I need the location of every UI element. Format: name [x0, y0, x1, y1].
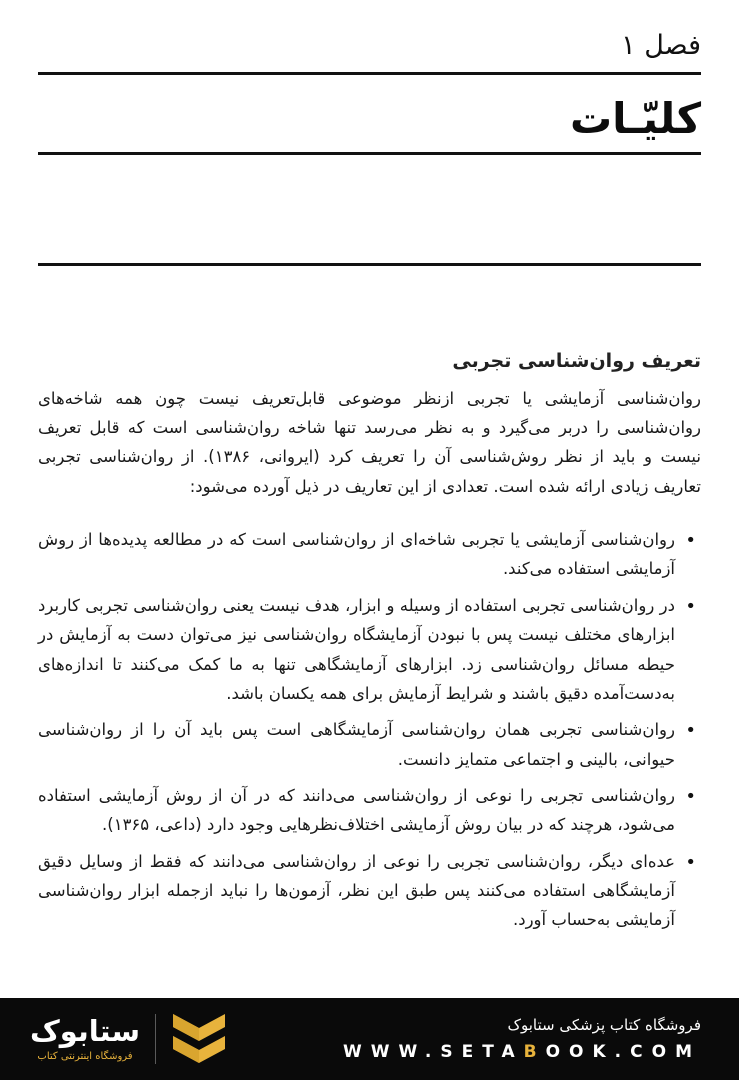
chapter-label: فصل ۱: [621, 30, 701, 61]
definitions-list: [38, 525, 701, 935]
definition-item: • روان‌شناسی تجربی را نوعی از روان‌شناسی می‌دانند که در آن از روش آزمایشی استفاده می‌شود، هرچند که در بیان روش آزمایشی اختلاف‌نظرهایی وجود دارد (داعی، ۱۳۶۵).: [38, 781, 701, 840]
setabook-logo: [30, 1016, 140, 1062]
definition-item: • عده‌ای دیگر، روان‌شناسی تجربی را نوعی از روان‌شناسی می‌دانند که فقط از وسایل دقیق آزمایشگاهی استفاده می‌کنند پس طبق این نظر، آزمون‌ها را نباید ازجمله ابزار روان‌شناسی آزمایشی به‌حساب آورد.: [38, 847, 701, 935]
store-tagline: فروشگاه کتاب پزشکی ستابوک: [507, 1015, 701, 1034]
definition-item: • روان‌شناسی تجربی همان روان‌شناسی آزمایشگاهی است پس باید آن را از روان‌شناسی حیوانی، بالینی و اجتماعی متمایز دانست.: [38, 715, 701, 774]
definition-item: • در روان‌شناسی تجربی استفاده از وسیله و ابزار، هدف نیست یعنی روان‌شناسی تجربی کاربرد ابزارهای مختلف نیست پس با نبودن آزمایشگاه روان‌شناسی نیز می‌توان دست به آزمایش در حیطه مسائل روان‌شناسی زد. ابزارهای آزمایشگاهی تنها به ما کمک می‌کنند تا اندازه‌های به‌دست‌آمده دقیق باشند و شرایط آزمایش برای همه یکسان باشد.: [38, 591, 701, 708]
page-title: کلیّـات: [569, 94, 701, 144]
setabook-emblem-icon: [171, 1012, 227, 1066]
divider-top: [38, 72, 701, 75]
setabook-logo-text: ستابوک: [30, 1014, 141, 1049]
url-highlight: B: [523, 1042, 546, 1063]
intro-paragraph: روان‌شناسی آزمایشی یا تجربی ازنظر موضوعی قابل‌تعریف نیست چون همه شاخه‌های روان‌شناسی را دربر می‌گیرد و به نظر می‌رسد تنها شاخه روان‌شناسی است که قابل تعریف نیست و باید از نظر روش‌شناسی آن را تعریف کرد (ایروانی، ۱۳۸۶). از روان‌شناسی تجربی تعاریف زیادی ارائه شده است. تعدادی از این تعاریف در ذیل آورده می‌شود:: [38, 388, 701, 496]
website-url: [343, 1042, 701, 1062]
url-suffix: OOK.COM: [545, 1042, 701, 1063]
footer-divider: [155, 1014, 156, 1064]
definition-item: • روان‌شناسی آزمایشی یا تجربی شاخه‌ای از روان‌شناسی است که در مطالعه پدیده‌ها از روش آزمایشی استفاده می‌کند.: [38, 525, 701, 584]
footer-logo-group: [30, 1012, 227, 1066]
url-prefix: WWW.SETA: [343, 1042, 524, 1063]
divider-under-title: [38, 152, 701, 155]
divider-section: [38, 263, 701, 266]
footer-text-group: [343, 1016, 701, 1063]
setabook-logo-subtext: فروشگاه اینترنتی کتاب: [37, 1050, 133, 1062]
footer-bar: [0, 998, 739, 1080]
section-heading: تعریف روان‌شناسی تجربی: [452, 349, 701, 372]
